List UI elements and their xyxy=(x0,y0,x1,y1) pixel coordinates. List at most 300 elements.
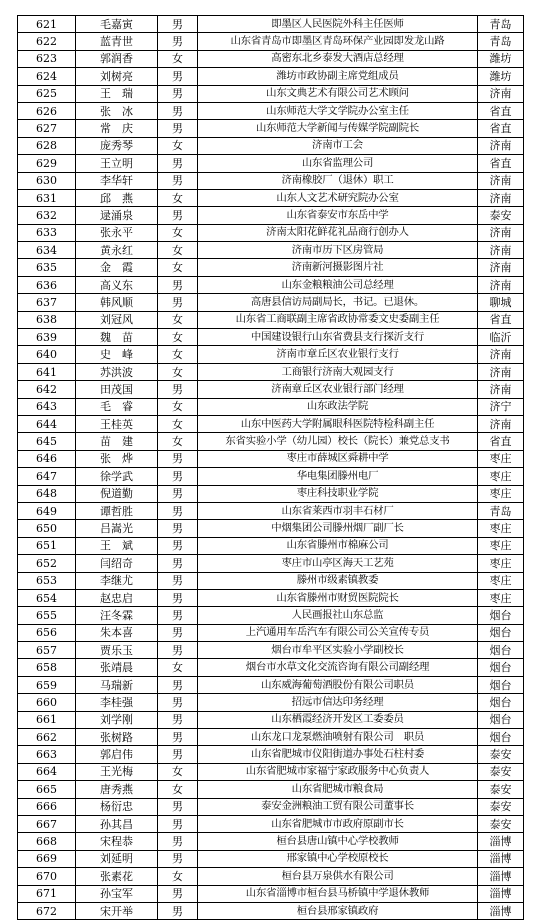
row-number-cell: 664 xyxy=(18,763,76,780)
row-number-cell: 640 xyxy=(18,346,76,363)
table-row xyxy=(18,833,524,850)
table-row xyxy=(18,729,524,746)
region-cell: 省直 xyxy=(478,155,524,172)
gender-cell: 男 xyxy=(158,207,198,224)
row-number-cell: 650 xyxy=(18,520,76,537)
workplace-cell: 桓台县万泉供水有限公司 xyxy=(198,868,478,885)
gender-cell: 女 xyxy=(158,433,198,450)
workplace-cell: 枣庄市山亭区海天工艺苑 xyxy=(198,555,478,572)
row-number-cell: 624 xyxy=(18,68,76,85)
name-cell: 马瑞新 xyxy=(76,676,158,693)
gender-cell: 男 xyxy=(158,729,198,746)
name-cell: 高义东 xyxy=(76,276,158,293)
region-cell: 潍坊 xyxy=(478,50,524,67)
row-number-cell: 662 xyxy=(18,729,76,746)
workplace-cell: 济南章丘区农业银行部门经理 xyxy=(198,381,478,398)
region-cell: 济南 xyxy=(478,85,524,102)
workplace-cell: 高唐县信访局副局长，书记。已退休。 xyxy=(198,294,478,311)
region-cell: 济南 xyxy=(478,259,524,276)
region-cell: 济宁 xyxy=(478,398,524,415)
table-row xyxy=(18,815,524,832)
region-cell: 潍坊 xyxy=(478,68,524,85)
table-row xyxy=(18,224,524,241)
gender-cell: 女 xyxy=(158,868,198,885)
workplace-cell: 济南新河摄影图片社 xyxy=(198,259,478,276)
workplace-cell: 工商银行济南大观园支行 xyxy=(198,363,478,380)
gender-cell: 男 xyxy=(158,589,198,606)
table-row xyxy=(18,642,524,659)
workplace-cell: 山东省肥城市市政府原副市长 xyxy=(198,815,478,832)
name-cell: 逯涌泉 xyxy=(76,207,158,224)
workplace-cell: 山东省泰安市东岳中学 xyxy=(198,207,478,224)
row-number-cell: 655 xyxy=(18,607,76,624)
name-cell: 毛嘉寅 xyxy=(76,16,158,33)
workplace-cell: 泰安金洲粮油工贸有限公司董事长 xyxy=(198,798,478,815)
name-cell: 张素花 xyxy=(76,868,158,885)
workplace-cell: 华电集团滕州电厂 xyxy=(198,468,478,485)
table-row xyxy=(18,520,524,537)
row-number-cell: 638 xyxy=(18,311,76,328)
row-number-cell: 645 xyxy=(18,433,76,450)
region-cell: 济南 xyxy=(478,415,524,432)
region-cell: 泰安 xyxy=(478,746,524,763)
region-cell: 济南 xyxy=(478,172,524,189)
table-row xyxy=(18,276,524,293)
table-row xyxy=(18,207,524,224)
row-number-cell: 626 xyxy=(18,102,76,119)
workplace-cell: 上汽通用车岳汽车有限公司公关宣传专员 xyxy=(198,624,478,641)
workplace-cell: 济南橡胶厂（退休）职工 xyxy=(198,172,478,189)
region-cell: 枣庄 xyxy=(478,555,524,572)
gender-cell: 男 xyxy=(158,33,198,50)
gender-cell: 男 xyxy=(158,572,198,589)
table-row xyxy=(18,589,524,606)
gender-cell: 男 xyxy=(158,85,198,102)
workplace-cell: 山东省莱西市羽丰石材厂 xyxy=(198,502,478,519)
table-row xyxy=(18,172,524,189)
workplace-cell: 山东省肥城市仪阳街道办事处石柱村委 xyxy=(198,746,478,763)
gender-cell: 女 xyxy=(158,189,198,206)
name-cell: 郭润香 xyxy=(76,50,158,67)
region-cell: 济南 xyxy=(478,137,524,154)
gender-cell: 女 xyxy=(158,137,198,154)
row-number-cell: 646 xyxy=(18,450,76,467)
name-cell: 常 庆 xyxy=(76,120,158,137)
workplace-cell: 山东师范大学文学院办公室主任 xyxy=(198,102,478,119)
name-cell: 杨衍忠 xyxy=(76,798,158,815)
gender-cell: 男 xyxy=(158,711,198,728)
region-cell: 烟台 xyxy=(478,711,524,728)
row-number-cell: 660 xyxy=(18,694,76,711)
gender-cell: 男 xyxy=(158,642,198,659)
row-number-cell: 656 xyxy=(18,624,76,641)
region-cell: 聊城 xyxy=(478,294,524,311)
region-cell: 省直 xyxy=(478,311,524,328)
table-row xyxy=(18,363,524,380)
gender-cell: 男 xyxy=(158,520,198,537)
gender-cell: 男 xyxy=(158,555,198,572)
gender-cell: 男 xyxy=(158,381,198,398)
name-cell: 张靖晨 xyxy=(76,659,158,676)
gender-cell: 女 xyxy=(158,363,198,380)
name-cell: 魏 苗 xyxy=(76,329,158,346)
gender-cell: 男 xyxy=(158,502,198,519)
region-cell: 省直 xyxy=(478,102,524,119)
region-cell: 省直 xyxy=(478,433,524,450)
table-row xyxy=(18,259,524,276)
workplace-cell: 山东省青岛市即墨区青岛环保产业园即发龙山路 xyxy=(198,33,478,50)
workplace-cell: 枣庄科技职业学院 xyxy=(198,485,478,502)
name-cell: 邱 燕 xyxy=(76,189,158,206)
table-row xyxy=(18,120,524,137)
gender-cell: 男 xyxy=(158,902,198,919)
gender-cell: 男 xyxy=(158,694,198,711)
region-cell: 青岛 xyxy=(478,33,524,50)
workplace-cell: 邢家镇中心学校原校长 xyxy=(198,850,478,867)
gender-cell: 女 xyxy=(158,311,198,328)
region-cell: 淄博 xyxy=(478,902,524,919)
workplace-cell: 山东文典艺术有限公司艺术顾问 xyxy=(198,85,478,102)
table-row xyxy=(18,624,524,641)
region-cell: 泰安 xyxy=(478,207,524,224)
region-cell: 烟台 xyxy=(478,642,524,659)
workplace-cell: 山东师范大学新闻与传媒学院副院长 xyxy=(198,120,478,137)
gender-cell: 男 xyxy=(158,294,198,311)
region-cell: 烟台 xyxy=(478,607,524,624)
table-row xyxy=(18,468,524,485)
workplace-cell: 山东中医药大学附属眼科医院特检科副主任 xyxy=(198,415,478,432)
name-cell: 赵忠启 xyxy=(76,589,158,606)
region-cell: 枣庄 xyxy=(478,520,524,537)
name-cell: 金 霞 xyxy=(76,259,158,276)
row-number-cell: 665 xyxy=(18,781,76,798)
name-cell: 苗 建 xyxy=(76,433,158,450)
table-row xyxy=(18,485,524,502)
name-cell: 毛 睿 xyxy=(76,398,158,415)
table-row xyxy=(18,137,524,154)
gender-cell: 男 xyxy=(158,624,198,641)
workplace-cell: 山东省滕州市棉麻公司 xyxy=(198,537,478,554)
row-number-cell: 652 xyxy=(18,555,76,572)
region-cell: 泰安 xyxy=(478,763,524,780)
table-row xyxy=(18,155,524,172)
region-cell: 省直 xyxy=(478,120,524,137)
workplace-cell: 济南市章丘区农业银行支行 xyxy=(198,346,478,363)
name-cell: 孙宝军 xyxy=(76,885,158,902)
name-cell: 苏洪波 xyxy=(76,363,158,380)
workplace-cell: 烟台市水草文化交流咨询有限公司副经理 xyxy=(198,659,478,676)
name-cell: 刘冠风 xyxy=(76,311,158,328)
table-row xyxy=(18,16,524,33)
gender-cell: 男 xyxy=(158,120,198,137)
region-cell: 泰安 xyxy=(478,781,524,798)
name-cell: 王桂英 xyxy=(76,415,158,432)
row-number-cell: 641 xyxy=(18,363,76,380)
name-cell: 张树路 xyxy=(76,729,158,746)
name-cell: 徐学武 xyxy=(76,468,158,485)
workplace-cell: 山东省淄博市桓台县马桥镇中学退休教师 xyxy=(198,885,478,902)
workplace-cell: 招远市信达印务经理 xyxy=(198,694,478,711)
workplace-cell: 济南市工会 xyxy=(198,137,478,154)
gender-cell: 女 xyxy=(158,346,198,363)
row-number-cell: 657 xyxy=(18,642,76,659)
row-number-cell: 666 xyxy=(18,798,76,815)
workplace-cell: 中国建设银行山东省费县支行探沂支行 xyxy=(198,329,478,346)
region-cell: 临沂 xyxy=(478,329,524,346)
row-number-cell: 623 xyxy=(18,50,76,67)
name-cell: 黄永红 xyxy=(76,242,158,259)
gender-cell: 男 xyxy=(158,450,198,467)
region-cell: 济南 xyxy=(478,381,524,398)
gender-cell: 男 xyxy=(158,172,198,189)
table-row xyxy=(18,537,524,554)
region-cell: 烟台 xyxy=(478,659,524,676)
name-cell: 郭启伟 xyxy=(76,746,158,763)
row-number-cell: 632 xyxy=(18,207,76,224)
table-row xyxy=(18,329,524,346)
workplace-cell: 高密东北乡泰发大酒店总经理 xyxy=(198,50,478,67)
gender-cell: 女 xyxy=(158,50,198,67)
region-cell: 济南 xyxy=(478,242,524,259)
table-row xyxy=(18,555,524,572)
table-row xyxy=(18,33,524,50)
gender-cell: 女 xyxy=(158,659,198,676)
row-number-cell: 669 xyxy=(18,850,76,867)
row-number-cell: 621 xyxy=(18,16,76,33)
row-number-cell: 659 xyxy=(18,676,76,693)
row-number-cell: 661 xyxy=(18,711,76,728)
workplace-cell: 滕州市级素镇教委 xyxy=(198,572,478,589)
table-row xyxy=(18,572,524,589)
gender-cell: 女 xyxy=(158,415,198,432)
row-number-cell: 668 xyxy=(18,833,76,850)
row-number-cell: 658 xyxy=(18,659,76,676)
name-cell: 李华轩 xyxy=(76,172,158,189)
name-cell: 朱本喜 xyxy=(76,624,158,641)
row-number-cell: 644 xyxy=(18,415,76,432)
row-number-cell: 637 xyxy=(18,294,76,311)
name-cell: 刘树亮 xyxy=(76,68,158,85)
gender-cell: 男 xyxy=(158,815,198,832)
gender-cell: 男 xyxy=(158,155,198,172)
name-cell: 蓝青世 xyxy=(76,33,158,50)
row-number-cell: 628 xyxy=(18,137,76,154)
region-cell: 淄博 xyxy=(478,885,524,902)
name-cell: 王立明 xyxy=(76,155,158,172)
table-row xyxy=(18,885,524,902)
gender-cell: 女 xyxy=(158,329,198,346)
table-row xyxy=(18,189,524,206)
table-row xyxy=(18,450,524,467)
workplace-cell: 山东省肥城市家福宁家政服务中心负责人 xyxy=(198,763,478,780)
row-number-cell: 667 xyxy=(18,815,76,832)
table-row xyxy=(18,763,524,780)
workplace-cell: 山东省监理公司 xyxy=(198,155,478,172)
row-number-cell: 622 xyxy=(18,33,76,50)
table-row xyxy=(18,659,524,676)
gender-cell: 女 xyxy=(158,781,198,798)
workplace-cell: 中烟集团公司滕州烟厂副厂长 xyxy=(198,520,478,537)
gender-cell: 男 xyxy=(158,885,198,902)
name-cell: 贾乐玉 xyxy=(76,642,158,659)
roster-body xyxy=(18,16,524,920)
workplace-cell: 人民画报社山东总监 xyxy=(198,607,478,624)
table-row xyxy=(18,711,524,728)
gender-cell: 男 xyxy=(158,676,198,693)
name-cell: 唐秀燕 xyxy=(76,781,158,798)
table-row xyxy=(18,433,524,450)
gender-cell: 女 xyxy=(158,259,198,276)
workplace-cell: 东省实验小学（幼儿园）校长（院长）兼党总支书 xyxy=(198,433,478,450)
region-cell: 淄博 xyxy=(478,833,524,850)
region-cell: 枣庄 xyxy=(478,450,524,467)
region-cell: 枣庄 xyxy=(478,485,524,502)
row-number-cell: 633 xyxy=(18,224,76,241)
workplace-cell: 桓台县唐山镇中心学校教师 xyxy=(198,833,478,850)
row-number-cell: 663 xyxy=(18,746,76,763)
table-row xyxy=(18,68,524,85)
workplace-cell: 山东省工商联副主席省政协常委文史委副主任 xyxy=(198,311,478,328)
name-cell: 宋开举 xyxy=(76,902,158,919)
table-row xyxy=(18,381,524,398)
table-row xyxy=(18,781,524,798)
table-row xyxy=(18,694,524,711)
region-cell: 济南 xyxy=(478,346,524,363)
name-cell: 吕嵩光 xyxy=(76,520,158,537)
region-cell: 烟台 xyxy=(478,676,524,693)
table-row xyxy=(18,676,524,693)
workplace-cell: 山东金粮粮油公司总经理 xyxy=(198,276,478,293)
row-number-cell: 635 xyxy=(18,259,76,276)
region-cell: 济南 xyxy=(478,224,524,241)
workplace-cell: 山东龙口龙泵燃油喷射有限公司 职员 xyxy=(198,729,478,746)
name-cell: 倪道勤 xyxy=(76,485,158,502)
row-number-cell: 670 xyxy=(18,868,76,885)
row-number-cell: 629 xyxy=(18,155,76,172)
region-cell: 烟台 xyxy=(478,694,524,711)
region-cell: 枣庄 xyxy=(478,537,524,554)
row-number-cell: 642 xyxy=(18,381,76,398)
workplace-cell: 山东省滕州市财贸医院院长 xyxy=(198,589,478,606)
gender-cell: 男 xyxy=(158,68,198,85)
table-row xyxy=(18,50,524,67)
gender-cell: 男 xyxy=(158,850,198,867)
row-number-cell: 653 xyxy=(18,572,76,589)
workplace-cell: 桓台县邢家镇政府 xyxy=(198,902,478,919)
gender-cell: 男 xyxy=(158,798,198,815)
region-cell: 青岛 xyxy=(478,502,524,519)
row-number-cell: 671 xyxy=(18,885,76,902)
region-cell: 烟台 xyxy=(478,729,524,746)
row-number-cell: 648 xyxy=(18,485,76,502)
name-cell: 谭哲胜 xyxy=(76,502,158,519)
table-row xyxy=(18,294,524,311)
name-cell: 汪冬霖 xyxy=(76,607,158,624)
workplace-cell: 山东栖霞经济开发区工委委员 xyxy=(198,711,478,728)
name-cell: 刘学刚 xyxy=(76,711,158,728)
name-cell: 闫绍奇 xyxy=(76,555,158,572)
row-number-cell: 649 xyxy=(18,502,76,519)
table-row xyxy=(18,868,524,885)
table-row xyxy=(18,102,524,119)
workplace-cell: 枣庄市薛城区舜耕中学 xyxy=(198,450,478,467)
gender-cell: 男 xyxy=(158,468,198,485)
region-cell: 烟台 xyxy=(478,624,524,641)
gender-cell: 男 xyxy=(158,833,198,850)
row-number-cell: 630 xyxy=(18,172,76,189)
table-row xyxy=(18,746,524,763)
row-number-cell: 654 xyxy=(18,589,76,606)
region-cell: 枣庄 xyxy=(478,572,524,589)
name-cell: 刘延明 xyxy=(76,850,158,867)
table-row xyxy=(18,415,524,432)
workplace-cell: 烟台市牟平区实验小学副校长 xyxy=(198,642,478,659)
region-cell: 济南 xyxy=(478,363,524,380)
table-row xyxy=(18,902,524,919)
name-cell: 庞秀琴 xyxy=(76,137,158,154)
workplace-cell: 山东威海葡萄酒股份有限公司职员 xyxy=(198,676,478,693)
gender-cell: 男 xyxy=(158,276,198,293)
row-number-cell: 672 xyxy=(18,902,76,919)
table-row xyxy=(18,311,524,328)
name-cell: 孙其昌 xyxy=(76,815,158,832)
region-cell: 济南 xyxy=(478,276,524,293)
gender-cell: 男 xyxy=(158,607,198,624)
table-row xyxy=(18,798,524,815)
row-number-cell: 651 xyxy=(18,537,76,554)
name-cell: 张 烨 xyxy=(76,450,158,467)
name-cell: 李桂强 xyxy=(76,694,158,711)
table-row xyxy=(18,398,524,415)
row-number-cell: 636 xyxy=(18,276,76,293)
gender-cell: 女 xyxy=(158,763,198,780)
row-number-cell: 634 xyxy=(18,242,76,259)
region-cell: 泰安 xyxy=(478,798,524,815)
workplace-cell: 济南市历下区房管局 xyxy=(198,242,478,259)
table-row xyxy=(18,346,524,363)
region-cell: 青岛 xyxy=(478,16,524,33)
region-cell: 淄博 xyxy=(478,850,524,867)
name-cell: 王 瑞 xyxy=(76,85,158,102)
workplace-cell: 即墨区人民医院外科主任医师 xyxy=(198,16,478,33)
gender-cell: 女 xyxy=(158,242,198,259)
region-cell: 枣庄 xyxy=(478,468,524,485)
workplace-cell: 山东省肥城市粮食局 xyxy=(198,781,478,798)
gender-cell: 男 xyxy=(158,485,198,502)
gender-cell: 男 xyxy=(158,746,198,763)
workplace-cell: 济南太阳花鲜花礼品商行创办人 xyxy=(198,224,478,241)
region-cell: 济南 xyxy=(478,189,524,206)
workplace-cell: 山东人文艺术研究院办公室 xyxy=(198,189,478,206)
row-number-cell: 627 xyxy=(18,120,76,137)
name-cell: 史 峰 xyxy=(76,346,158,363)
workplace-cell: 潍坊市政协副主席党组成员 xyxy=(198,68,478,85)
name-cell: 韩风顺 xyxy=(76,294,158,311)
gender-cell: 男 xyxy=(158,537,198,554)
name-cell: 李继尤 xyxy=(76,572,158,589)
gender-cell: 男 xyxy=(158,16,198,33)
member-roster-table xyxy=(17,15,524,920)
row-number-cell: 631 xyxy=(18,189,76,206)
table-row xyxy=(18,607,524,624)
row-number-cell: 647 xyxy=(18,468,76,485)
name-cell: 宋程恭 xyxy=(76,833,158,850)
gender-cell: 女 xyxy=(158,398,198,415)
row-number-cell: 625 xyxy=(18,85,76,102)
region-cell: 泰安 xyxy=(478,815,524,832)
table-row xyxy=(18,502,524,519)
table-row xyxy=(18,85,524,102)
